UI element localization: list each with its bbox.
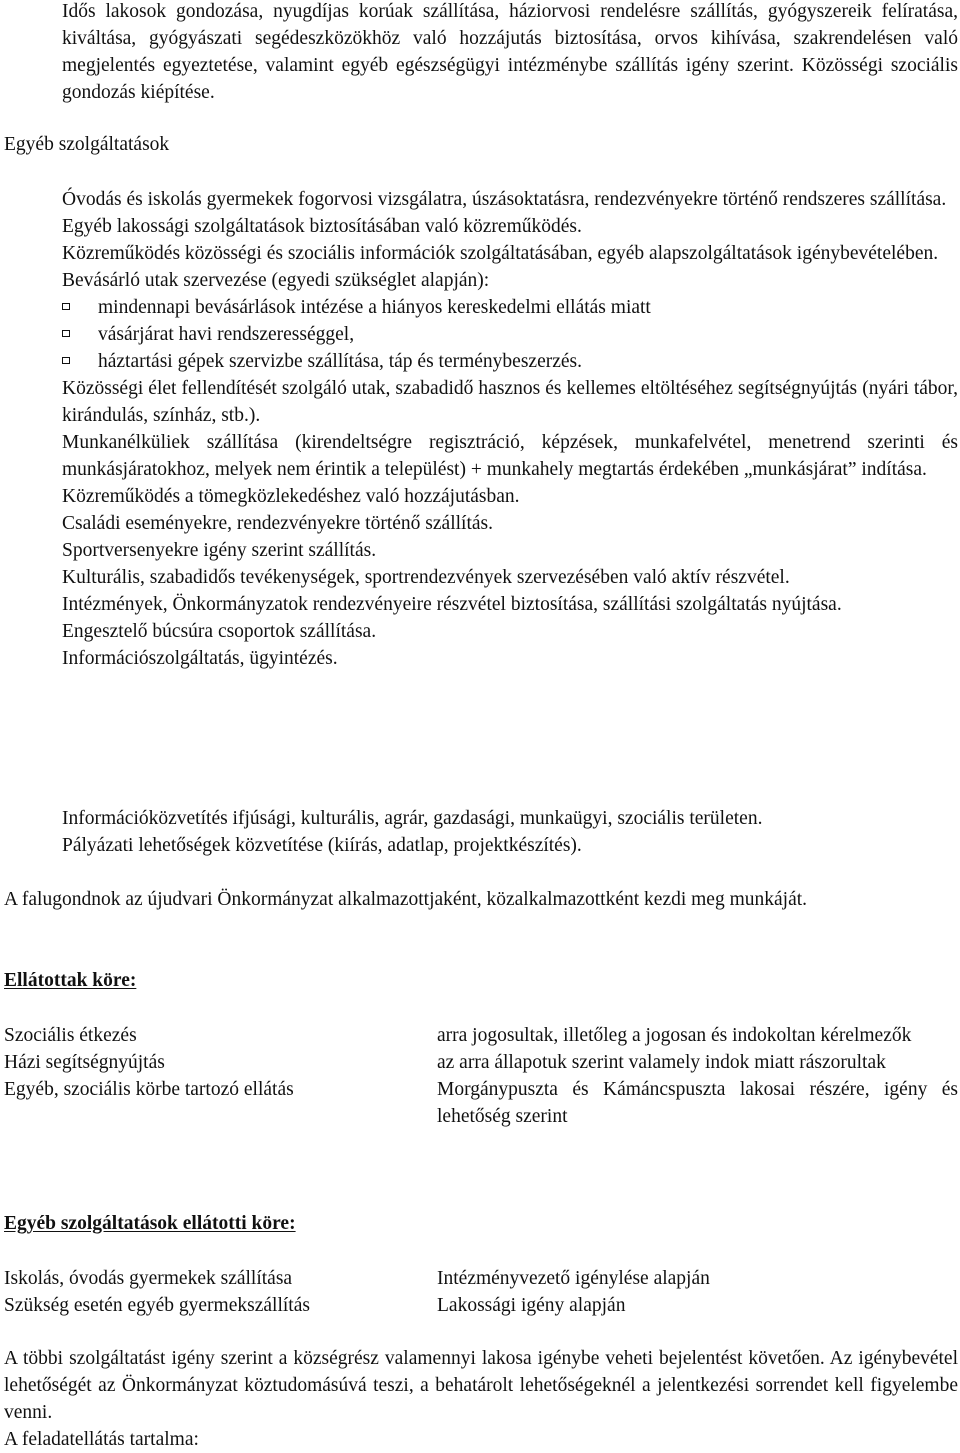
list-item: Bevásárló utak szervezése (egyedi szükséglet alapján): [62, 270, 490, 291]
egyeb-list-2 [0, 805, 958, 859]
table-cell-left: Házi segítségnyújtás [4, 1052, 165, 1073]
ellatottak-table [0, 1022, 958, 1130]
intro-paragraph: Idős lakosok gondozása, nyugdíjas korúak szállítása, háziorvosi rendelésre szállítás, gyógyszereik felíratása, kiváltása, gyógyászati segédeszközökhöz való hozzájutás biztosítása, orvos kihívása, szakrendelésen való megjelentés egyeztetése, valamint egyéb egészségügyi intézménybe szállítás igény szerint. Közösségi szociális gondozás kiépítése. [62, 1, 958, 103]
list-item: Óvodás és iskolás gyermekek fogorvosi vizsgálatra, úszásoktatásra, rendezvényekre történő rendszeres szállítása. [62, 189, 947, 210]
square-bullet-icon [62, 330, 70, 337]
bullet-text: mindennapi bevásárlások intézése a hiányos kereskedelmi ellátás miatt [98, 297, 651, 318]
bullet-item [62, 294, 958, 321]
table-row [4, 1049, 958, 1076]
table-cell-left: Egyéb, szociális körbe tartozó ellátás [4, 1079, 294, 1100]
list-item: Információszolgáltatás, ügyintézés. [62, 648, 338, 669]
section-heading-egyeb [4, 131, 169, 158]
table-row [4, 1265, 958, 1292]
table-cell-right: Lakossági igény alapján [437, 1295, 626, 1316]
list-item: Információközvetítés ifjúsági, kulturális, agrár, gazdasági, munkaügyi, szociális területen. [62, 808, 763, 829]
square-bullet-icon [62, 303, 70, 310]
list-item: Kulturális, szabadidős tevékenységek, sportrendezvények szervezésében való aktív részvétel. [62, 567, 790, 588]
table-cell-left: Szükség esetén egyéb gyermekszállítás [4, 1295, 310, 1316]
falugondnok-paragraph: A falugondnok az újudvari Önkormányzat alkalmazottjaként, közalkalmazottként kezdi meg munkáját. [4, 889, 808, 910]
list-item: Közreműködés közösségi és szociális információk szolgáltatásában, egyéb alapszolgáltatások igénybevételében. [62, 243, 939, 264]
list-item: Egyéb lakossági szolgáltatások biztosításában való közreműködés. [62, 216, 582, 237]
table-row [4, 1292, 958, 1319]
section-heading-egyeb-text: Egyéb szolgáltatások [4, 134, 170, 155]
table-cell-right: Intézményvezető igénylése alapján [437, 1268, 710, 1289]
section-heading-ellatottak: Ellátottak köre: [4, 970, 137, 991]
table-row [4, 1076, 958, 1130]
table-cell-left: Iskolás, óvodás gyermekek szállítása [4, 1268, 293, 1289]
list-item: Sportversenyekre igény szerint szállítás. [62, 540, 377, 561]
square-bullet-icon [62, 357, 70, 364]
table-row [4, 1022, 958, 1049]
list-item: Közreműködés a tömegközlekedéshez való hozzájutásban. [62, 486, 520, 507]
table-cell-left: Szociális étkezés [4, 1025, 137, 1046]
list-item: Pályázati lehetőségek közvetítése (kiírás, adatlap, projektkészítés). [62, 835, 582, 856]
list-item: Családi eseményekre, rendezvényekre történő szállítás. [62, 513, 493, 534]
table-cell-right: Morgánypuszta és Kámáncspuszta lakosai részére, igény és lehetőség szerint [437, 1079, 958, 1127]
list-item: Intézmények, Önkormányzatok rendezvényeire részvétel biztosítása, szállítási szolgáltatás nyújtása. [62, 594, 842, 615]
table-cell-right: az arra állapotuk szerint valamely indok miatt rászorultak [437, 1052, 886, 1073]
egyeb-list [0, 186, 958, 672]
section-heading-egyeb-ellatotti: Egyéb szolgáltatások ellátotti köre: [4, 1213, 296, 1234]
closing-paragraph: A többi szolgáltatást igény szerint a községrész valamennyi lakosa igénybe veheti bejelentést követően. Az igénybevétel lehetőségét az Önkormányzat köztudomásúvá teszi, a behatárolt lehetőségeknél a jelentkezési sorrendet kell figyelembe venni. [4, 1348, 958, 1423]
bullet-item [62, 321, 958, 348]
list-item: Munkanélküliek szállítása (kirendeltségre regisztráció, képzések, munkafelvétel, menetrend szerinti és munkásjáratokhoz, melyek nem érintik a települést) + munkahely megtartás érdekében „munkásjárat” indítása. [62, 432, 958, 480]
list-item: Közösségi élet fellendítését szolgáló utak, szabadidő hasznos és kellemes eltöltéséhez segítségnyújtás (nyári tábor, kirándulás, színház, stb.). [62, 378, 958, 426]
bullet-text: háztartási gépek szervizbe szállítása, táp és terménybeszerzés. [98, 351, 583, 372]
last-line: A feladatellátás tartalma: [4, 1429, 199, 1450]
egyeb-ellatotti-table [0, 1265, 958, 1319]
bullet-text: vásárjárat havi rendszerességgel, [98, 324, 355, 345]
table-cell-right: arra jogosultak, illetőleg a jogosan és indokoltan kérelmezők [437, 1025, 912, 1046]
list-item: Engesztelő búcsúra csoportok szállítása. [62, 621, 377, 642]
bullet-item [62, 348, 958, 375]
